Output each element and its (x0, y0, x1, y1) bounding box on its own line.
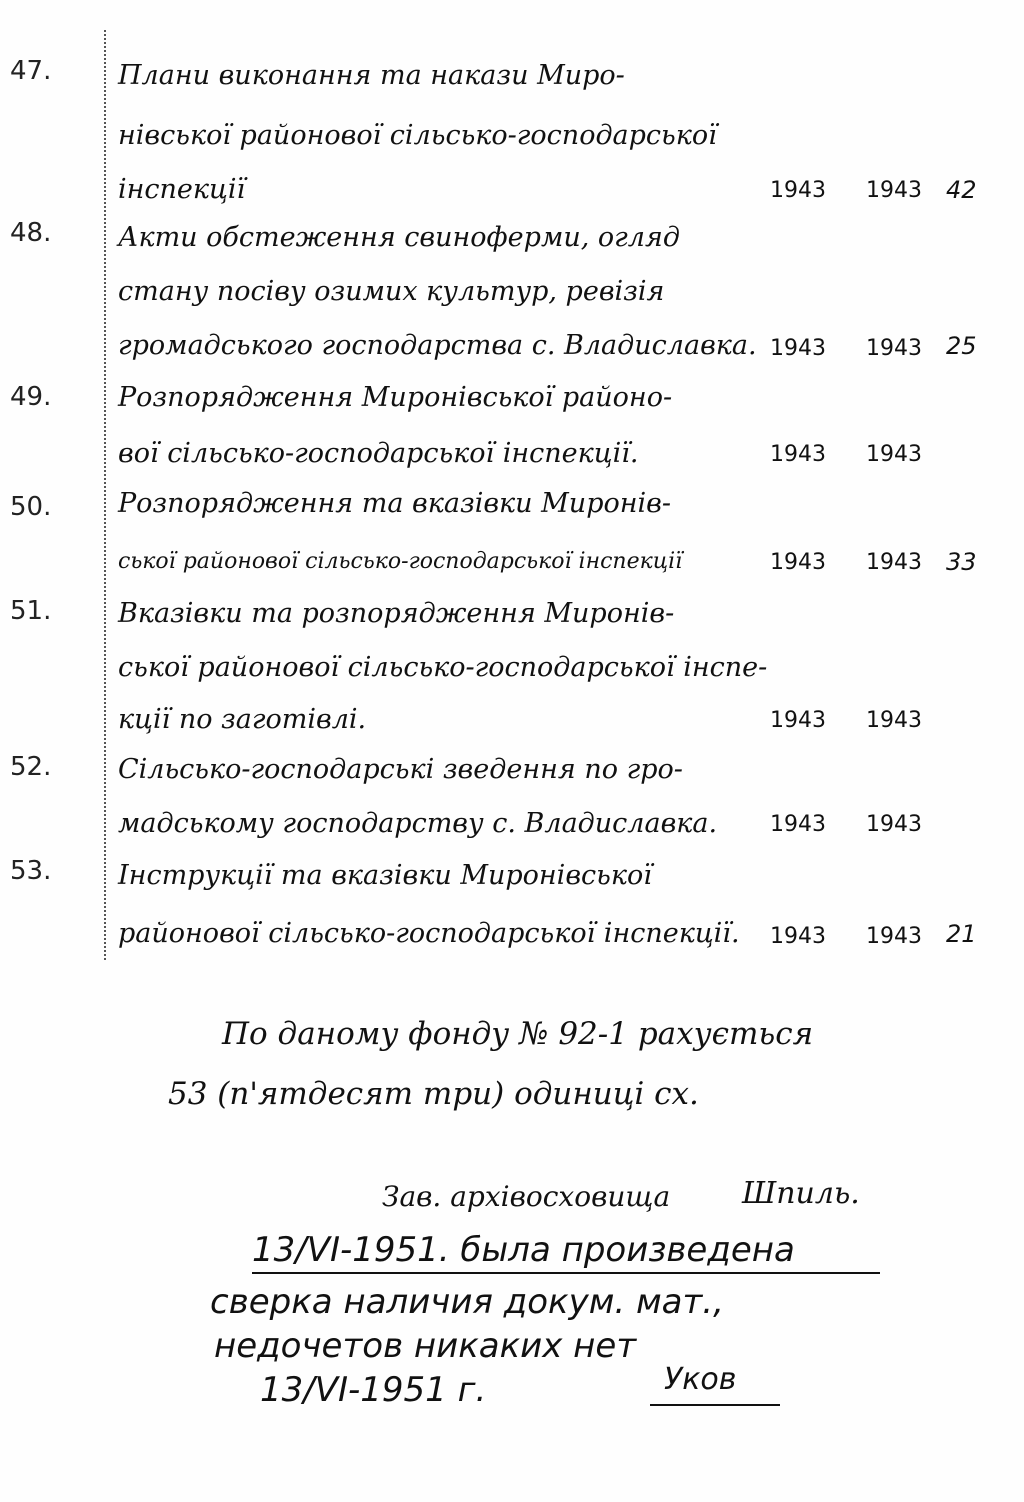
entry-number: 51. (10, 596, 52, 626)
year-end: 1943 (866, 550, 922, 575)
entry-text-line: районової сільсько-господарської інспекції. (118, 918, 740, 949)
entry-number: 48. (10, 218, 52, 248)
entry-text-line: ської районової сільсько-господарської інспе- (118, 652, 768, 683)
entry-text-line: Плани виконання та накази Миро- (118, 60, 625, 91)
entry-text-line: Інструкції та вказівки Миронівської (118, 860, 652, 891)
entry-text-line: громадського господарства с. Владиславка. (118, 330, 757, 361)
year-end: 1943 (866, 442, 922, 467)
year-end: 1943 (866, 708, 922, 733)
entry-text-line: нівської районової сільсько-господарської (118, 120, 717, 151)
entry-text-line: стану посіву озимих культур, ревізія (118, 276, 665, 307)
verification-note-signer: Уков (664, 1362, 737, 1397)
year-end: 1943 (866, 336, 922, 361)
year-start: 1943 (770, 924, 826, 949)
entry-text-line: Вказівки та розпорядження Миронів- (118, 598, 675, 629)
entry-number: 52. (10, 752, 52, 782)
year-end: 1943 (866, 812, 922, 837)
verification-note-line-2: сверка наличия докум. мат., (210, 1282, 724, 1322)
verification-note-line-1: 13/VI-1951. была произведена (252, 1230, 795, 1270)
sheet-count: 25 (946, 332, 977, 360)
year-end: 1943 (866, 178, 922, 203)
year-start: 1943 (770, 178, 826, 203)
margin-rule (104, 30, 106, 960)
verification-note-date: 13/VI-1951 г. (260, 1370, 487, 1410)
entry-text-line: інспекції (118, 174, 246, 205)
year-start: 1943 (770, 812, 826, 837)
entry-text-line: мадському господарству с. Владиславка. (118, 808, 718, 839)
entry-number: 47. (10, 56, 52, 86)
entry-text-line: кції по заготівлі. (118, 704, 367, 735)
year-start: 1943 (770, 442, 826, 467)
year-end: 1943 (866, 924, 922, 949)
signature-name: Шпиль. (742, 1176, 860, 1211)
entry-text-line: Акти обстеження свиноферми, огляд (118, 222, 680, 253)
entry-number: 49. (10, 382, 52, 412)
sheet-count: 21 (946, 920, 977, 948)
entry-text-line: Розпорядження та вказівки Миронів- (118, 488, 671, 519)
sheet-count: 42 (946, 176, 977, 204)
sheet-count: 33 (946, 548, 977, 576)
signer-underline (650, 1404, 780, 1406)
entry-text-line: вої сільсько-господарської інспекції. (118, 438, 639, 469)
entry-number: 50. (10, 492, 52, 522)
year-start: 1943 (770, 708, 826, 733)
verification-note-line-3: недочетов никаких нет (214, 1326, 637, 1366)
entry-number: 53. (10, 856, 52, 886)
entry-text-line: ської районової сільсько-господарської інспекції (118, 549, 683, 574)
signature-title: Зав. архівосховища (382, 1180, 671, 1213)
entry-text-line: Сільсько-господарські зведення по гро- (118, 754, 683, 785)
year-start: 1943 (770, 550, 826, 575)
note-underline (252, 1272, 880, 1274)
year-start: 1943 (770, 336, 826, 361)
summary-line-2: 53 (п'ятдесят три) одиниці сх. (168, 1076, 699, 1112)
summary-line-1: По даному фонду № 92-1 рахується (222, 1016, 814, 1052)
entry-text-line: Розпорядження Миронівської районо- (118, 382, 673, 413)
